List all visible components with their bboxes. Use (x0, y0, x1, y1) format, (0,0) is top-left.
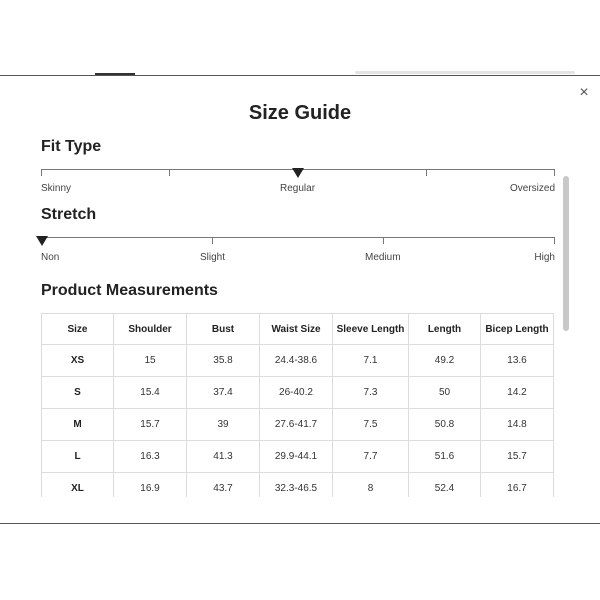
table-cell: 14.8 (481, 409, 554, 441)
table-cell: 41.3 (187, 441, 260, 473)
column-header: Waist Size (260, 314, 333, 345)
table-cell: 15.7 (481, 441, 554, 473)
table-cell: 15.7 (114, 409, 187, 441)
table-row (42, 473, 554, 498)
table-cell: 52.4 (409, 473, 481, 498)
fit-label-oversized: Oversized (509, 183, 555, 194)
stretch-label-non: Non (41, 252, 60, 263)
scale-tick (554, 237, 555, 244)
table-cell: 7.7 (333, 441, 409, 473)
backdrop-text-fragment (355, 71, 575, 74)
stretch-heading: Stretch (41, 206, 97, 223)
scale-tick (426, 169, 427, 176)
table-cell: 24.4-38.6 (260, 345, 333, 377)
size-cell: M (42, 409, 114, 441)
stretch-label-slight: Slight (200, 252, 226, 263)
table-cell: 15.4 (114, 377, 187, 409)
table-cell: 14.2 (481, 377, 554, 409)
scale-tick (169, 169, 170, 176)
measurements-heading: Product Measurements (41, 282, 218, 299)
table-cell: 50 (409, 377, 481, 409)
modal-scrollbar[interactable] (563, 176, 569, 331)
size-cell: XS (42, 345, 114, 377)
table-cell: 35.8 (187, 345, 260, 377)
table-cell: 49.2 (409, 345, 481, 377)
scale-tick (212, 237, 213, 244)
column-header: Bicep Length (481, 314, 554, 345)
table-cell: 13.6 (481, 345, 554, 377)
page-backdrop (0, 0, 600, 75)
column-header: Shoulder (114, 314, 187, 345)
fit-label-skinny: Skinny (41, 183, 72, 194)
measurements-table (41, 313, 554, 497)
table-cell: 50.8 (409, 409, 481, 441)
table-cell: 39 (187, 409, 260, 441)
table-cell: 15 (114, 345, 187, 377)
column-header: Bust (187, 314, 260, 345)
fit-type-marker-icon (292, 168, 304, 178)
measurements-table-container[interactable] (41, 313, 554, 497)
table-row (42, 409, 554, 441)
column-header: Sleeve Length (333, 314, 409, 345)
scale-line (41, 237, 555, 238)
modal-bottom-border (0, 523, 600, 524)
table-row (42, 441, 554, 473)
size-cell: L (42, 441, 114, 473)
size-cell: S (42, 377, 114, 409)
table-cell: 51.6 (409, 441, 481, 473)
stretch-label-high: High (534, 252, 555, 263)
column-header: Size (42, 314, 114, 345)
table-row (42, 345, 554, 377)
table-cell: 16.9 (114, 473, 187, 498)
stretch-scale (41, 237, 555, 245)
column-header: Length (409, 314, 481, 345)
close-icon[interactable]: × (579, 84, 589, 101)
size-guide-modal (0, 76, 600, 523)
table-cell: 7.1 (333, 345, 409, 377)
scale-tick (41, 169, 42, 176)
stretch-marker-icon (36, 236, 48, 246)
table-cell: 37.4 (187, 377, 260, 409)
fit-label-regular: Regular (280, 183, 316, 194)
table-cell: 7.5 (333, 409, 409, 441)
table-cell: 32.3-46.5 (260, 473, 333, 498)
table-cell: 16.7 (481, 473, 554, 498)
table-header-row (42, 314, 554, 345)
table-row (42, 377, 554, 409)
scale-tick (383, 237, 384, 244)
modal-title: Size Guide (248, 102, 352, 124)
fit-type-scale (41, 169, 555, 177)
table-cell: 16.3 (114, 441, 187, 473)
table-cell: 26-40.2 (260, 377, 333, 409)
table-cell: 29.9-44.1 (260, 441, 333, 473)
scale-tick (554, 169, 555, 176)
table-cell: 7.3 (333, 377, 409, 409)
stretch-label-medium: Medium (365, 252, 401, 263)
fit-type-heading: Fit Type (41, 138, 102, 155)
table-cell: 43.7 (187, 473, 260, 498)
size-cell: XL (42, 473, 114, 498)
table-cell: 8 (333, 473, 409, 498)
table-cell: 27.6-41.7 (260, 409, 333, 441)
